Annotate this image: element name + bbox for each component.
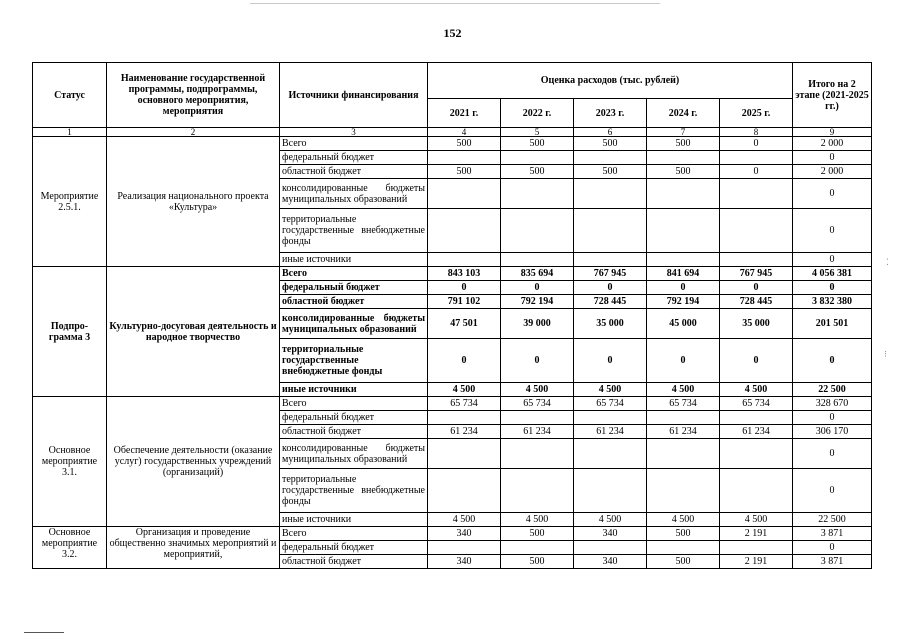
source-cell: консолидированные бюджеты муниципальных образований: [280, 439, 428, 469]
value-cell: 35 000: [574, 309, 647, 339]
value-cell: 340: [574, 555, 647, 569]
value-cell: 0: [720, 339, 793, 383]
row-status: Подпро-грамма 3: [33, 267, 107, 397]
source-cell: Всего: [280, 137, 428, 151]
total-cell: 201 501: [793, 309, 872, 339]
column-numbers-row: [33, 128, 872, 137]
total-cell: 0: [793, 151, 872, 165]
value-cell: [647, 253, 720, 267]
value-cell: 0: [647, 339, 720, 383]
value-cell: 4 500: [501, 383, 574, 397]
value-cell: [501, 151, 574, 165]
value-cell: 61 234: [428, 425, 501, 439]
total-cell: 3 871: [793, 555, 872, 569]
total-cell: 0: [793, 339, 872, 383]
table-row: [33, 397, 872, 411]
row-name: Организация и проведение общественно значимых мероприятий и мероприятий,: [107, 527, 280, 569]
value-cell: 4 500: [720, 513, 793, 527]
value-cell: [574, 151, 647, 165]
source-cell: Всего: [280, 267, 428, 281]
total-cell: 4 056 381: [793, 267, 872, 281]
value-cell: [574, 411, 647, 425]
column-number: 6: [574, 128, 647, 137]
value-cell: [720, 439, 793, 469]
total-cell: 0: [793, 469, 872, 513]
value-cell: 2 191: [720, 555, 793, 569]
value-cell: 340: [428, 555, 501, 569]
value-cell: [428, 179, 501, 209]
header-status: Статус: [33, 63, 107, 128]
value-cell: [720, 411, 793, 425]
header-year: 2025 г.: [720, 99, 793, 128]
source-cell: Всего: [280, 527, 428, 541]
value-cell: [428, 541, 501, 555]
total-cell: 3 832 380: [793, 295, 872, 309]
value-cell: [574, 253, 647, 267]
budget-table: [32, 62, 872, 569]
value-cell: 500: [428, 165, 501, 179]
value-cell: 767 945: [720, 267, 793, 281]
value-cell: [501, 439, 574, 469]
header-estimate: Оценка расходов (тыс. рублей): [428, 63, 793, 99]
value-cell: [647, 179, 720, 209]
source-cell: Всего: [280, 397, 428, 411]
value-cell: [720, 209, 793, 253]
source-cell: областной бюджет: [280, 555, 428, 569]
value-cell: 728 445: [720, 295, 793, 309]
scan-artifact: ⁝: [884, 350, 887, 360]
value-cell: 61 234: [720, 425, 793, 439]
top-scan-line: [250, 3, 660, 4]
value-cell: [428, 151, 501, 165]
column-number: 7: [647, 128, 720, 137]
source-cell: федеральный бюджет: [280, 281, 428, 295]
source-cell: иные источники: [280, 253, 428, 267]
value-cell: [574, 469, 647, 513]
value-cell: 500: [501, 555, 574, 569]
value-cell: [647, 541, 720, 555]
value-cell: 4 500: [720, 383, 793, 397]
value-cell: 0: [720, 165, 793, 179]
value-cell: 500: [501, 137, 574, 151]
value-cell: [574, 209, 647, 253]
header-year: 2022 г.: [501, 99, 574, 128]
value-cell: [647, 439, 720, 469]
total-cell: 2 000: [793, 137, 872, 151]
value-cell: 4 500: [647, 383, 720, 397]
value-cell: 47 501: [428, 309, 501, 339]
value-cell: [574, 439, 647, 469]
value-cell: [501, 411, 574, 425]
value-cell: 4 500: [428, 383, 501, 397]
source-cell: территориальные государственные внебюджетные фонды: [280, 209, 428, 253]
value-cell: [501, 541, 574, 555]
value-cell: [574, 541, 647, 555]
source-cell: иные источники: [280, 383, 428, 397]
total-cell: 2 000: [793, 165, 872, 179]
scan-artifact: ⁚: [886, 258, 889, 268]
total-cell: 0: [793, 209, 872, 253]
value-cell: 2 191: [720, 527, 793, 541]
value-cell: 500: [501, 165, 574, 179]
column-number: 1: [33, 128, 107, 137]
value-cell: 0: [574, 281, 647, 295]
value-cell: 500: [647, 527, 720, 541]
column-number: 2: [107, 128, 280, 137]
value-cell: [428, 411, 501, 425]
value-cell: [501, 179, 574, 209]
source-cell: областной бюджет: [280, 295, 428, 309]
value-cell: 65 734: [647, 397, 720, 411]
total-cell: 0: [793, 281, 872, 295]
value-cell: 61 234: [501, 425, 574, 439]
row-status: Основное мероприятие 3.1.: [33, 397, 107, 527]
total-cell: 0: [793, 411, 872, 425]
value-cell: 35 000: [720, 309, 793, 339]
value-cell: [647, 209, 720, 253]
value-cell: 4 500: [574, 513, 647, 527]
value-cell: 0: [428, 281, 501, 295]
value-cell: 500: [501, 527, 574, 541]
value-cell: 728 445: [574, 295, 647, 309]
value-cell: 767 945: [574, 267, 647, 281]
row-name: Обеспечение деятельности (оказание услуг) государственных учреждений (организаций): [107, 397, 280, 527]
value-cell: 4 500: [501, 513, 574, 527]
value-cell: [720, 541, 793, 555]
value-cell: 65 734: [501, 397, 574, 411]
value-cell: 792 194: [501, 295, 574, 309]
source-cell: территориальные государственные внебюджетные фонды: [280, 469, 428, 513]
total-cell: 0: [793, 541, 872, 555]
value-cell: [720, 179, 793, 209]
value-cell: 61 234: [574, 425, 647, 439]
table-row: [33, 137, 872, 151]
value-cell: 0: [501, 281, 574, 295]
value-cell: 4 500: [428, 513, 501, 527]
value-cell: 0: [720, 281, 793, 295]
total-cell: 3 871: [793, 527, 872, 541]
value-cell: 0: [501, 339, 574, 383]
column-number: 3: [280, 128, 428, 137]
header-name: Наименование государственной программы, подпрограммы, основного мероприятия, мероприятия: [107, 63, 280, 128]
value-cell: 45 000: [647, 309, 720, 339]
source-cell: иные источники: [280, 513, 428, 527]
value-cell: [647, 469, 720, 513]
value-cell: [720, 469, 793, 513]
value-cell: 65 734: [574, 397, 647, 411]
source-cell: консолидированные бюджеты муниципальных образований: [280, 179, 428, 209]
column-number: 4: [428, 128, 501, 137]
row-name: Культурно-досуговая деятельность и народное творчество: [107, 267, 280, 397]
header-total: Итого на 2 этапе (2021-2025 гг.): [793, 63, 872, 128]
total-cell: 328 670: [793, 397, 872, 411]
value-cell: [428, 209, 501, 253]
header-year: 2024 г.: [647, 99, 720, 128]
column-number: 8: [720, 128, 793, 137]
value-cell: 843 103: [428, 267, 501, 281]
value-cell: 39 000: [501, 309, 574, 339]
table-row: [33, 527, 872, 541]
value-cell: 500: [647, 555, 720, 569]
total-cell: 0: [793, 253, 872, 267]
bottom-scan-line: [24, 632, 64, 633]
value-cell: 0: [574, 339, 647, 383]
header-row-1: [33, 63, 872, 99]
total-cell: 22 500: [793, 383, 872, 397]
value-cell: [720, 253, 793, 267]
value-cell: 4 500: [574, 383, 647, 397]
header-year: 2023 г.: [574, 99, 647, 128]
total-cell: 0: [793, 439, 872, 469]
value-cell: [428, 253, 501, 267]
value-cell: 500: [647, 137, 720, 151]
value-cell: [574, 179, 647, 209]
value-cell: 500: [574, 137, 647, 151]
value-cell: [647, 411, 720, 425]
header-sources: Источники финансирования: [280, 63, 428, 128]
page-number: 152: [443, 26, 462, 40]
total-cell: 0: [793, 179, 872, 209]
value-cell: 841 694: [647, 267, 720, 281]
total-cell: 22 500: [793, 513, 872, 527]
value-cell: [428, 469, 501, 513]
value-cell: 500: [428, 137, 501, 151]
value-cell: 500: [574, 165, 647, 179]
value-cell: 0: [720, 137, 793, 151]
value-cell: [501, 253, 574, 267]
value-cell: 500: [647, 165, 720, 179]
value-cell: 340: [428, 527, 501, 541]
value-cell: [501, 209, 574, 253]
value-cell: 61 234: [647, 425, 720, 439]
value-cell: 792 194: [647, 295, 720, 309]
source-cell: консолидированные бюджеты муниципальных образований: [280, 309, 428, 339]
column-number: 5: [501, 128, 574, 137]
source-cell: федеральный бюджет: [280, 151, 428, 165]
row-name: Реализация национального проекта «Культура»: [107, 137, 280, 267]
budget-body: [33, 137, 872, 569]
value-cell: 4 500: [647, 513, 720, 527]
row-status: Основное мероприятие 3.2.: [33, 527, 107, 569]
column-number: 9: [793, 128, 872, 137]
value-cell: 791 102: [428, 295, 501, 309]
row-status: Мероприятие 2.5.1.: [33, 137, 107, 267]
value-cell: [720, 151, 793, 165]
value-cell: [647, 151, 720, 165]
value-cell: 835 694: [501, 267, 574, 281]
value-cell: 65 734: [720, 397, 793, 411]
value-cell: 65 734: [428, 397, 501, 411]
value-cell: [428, 439, 501, 469]
source-cell: территориальные государственные внебюджетные фонды: [280, 339, 428, 383]
value-cell: [501, 469, 574, 513]
source-cell: областной бюджет: [280, 165, 428, 179]
value-cell: 0: [647, 281, 720, 295]
header-year: 2021 г.: [428, 99, 501, 128]
source-cell: областной бюджет: [280, 425, 428, 439]
source-cell: федеральный бюджет: [280, 541, 428, 555]
value-cell: 340: [574, 527, 647, 541]
table-row: [33, 267, 872, 281]
total-cell: 306 170: [793, 425, 872, 439]
source-cell: федеральный бюджет: [280, 411, 428, 425]
value-cell: 0: [428, 339, 501, 383]
